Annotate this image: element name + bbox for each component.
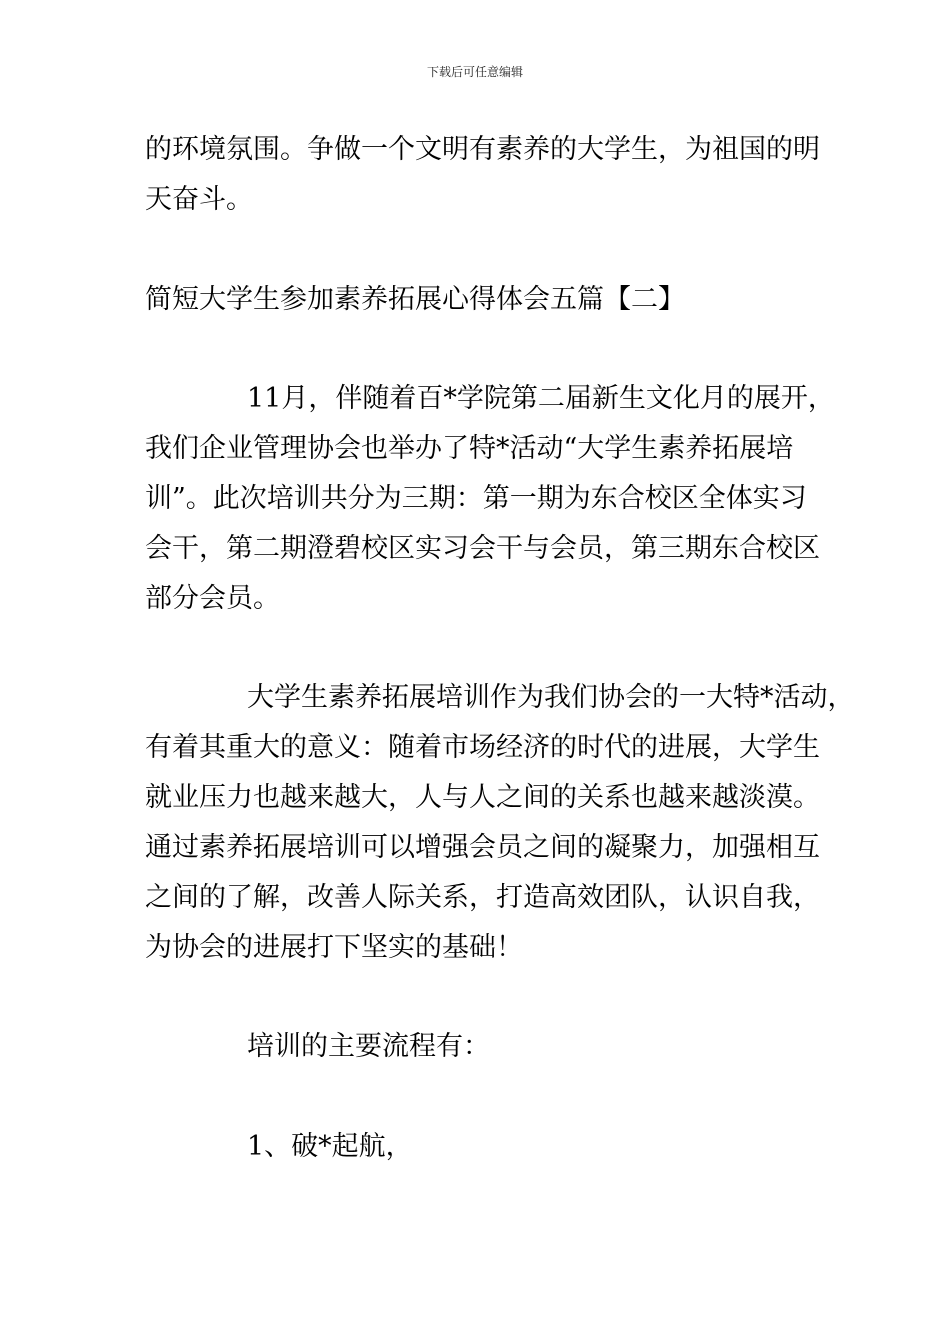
body-line: 有着其重大的意义：随着市场经济的时代的进展，大学生: [145, 732, 820, 763]
body-line: 就业压力也越来越大，人与人之间的关系也越来越淡漠。: [145, 782, 820, 813]
body-line: 部分会员。: [145, 583, 280, 614]
body-line: 之间的了解，改善人际关系，打造高效团队，认识自我，: [145, 882, 820, 913]
body-line: 的环境氛围。争做一个文明有素养的大学生，为祖国的明: [145, 134, 820, 165]
header-note: 下载后可任意编辑: [426, 65, 523, 79]
body-line: 通过素养拓展培训可以增强会员之间的凝聚力，加强相互: [145, 832, 820, 863]
paragraph-first-line: 培训的主要流程有：: [247, 1031, 490, 1062]
paragraph-first-line: 大学生素养拓展培训作为我们协会的一大特*活动，: [247, 682, 855, 713]
body-line: 为协会的进展打下坚实的基础！: [145, 932, 523, 963]
list-item: 1、破*起航，: [247, 1131, 413, 1162]
body-line: 会干，第二期澄碧校区实习会干与会员，第三期东合校区: [145, 533, 820, 564]
body-line: 我们企业管理协会也举办了特*活动“大学生素养拓展培: [145, 433, 794, 464]
paragraph-first-line: 11月，伴随着百*学院第二届新生文化月的展开，: [247, 383, 835, 414]
body-line: 训”。此次培训共分为三期：第一期为东合校区全体实习: [145, 483, 807, 514]
body-line: 天奋斗。: [145, 184, 253, 215]
section-heading: 简短大学生参加素养拓展心得体会五篇【二】: [145, 284, 685, 315]
